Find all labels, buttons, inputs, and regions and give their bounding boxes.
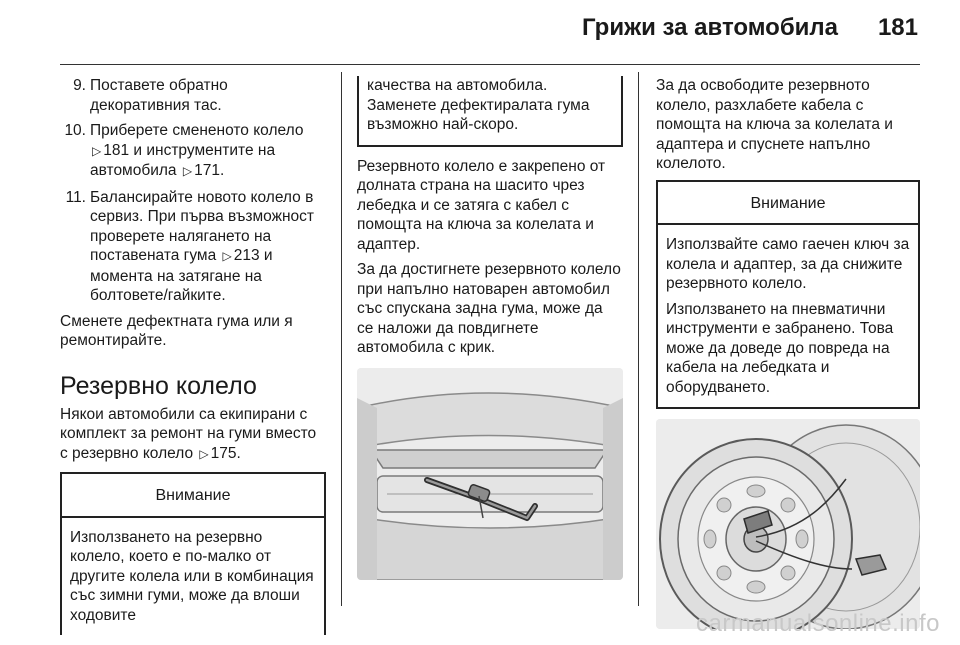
paragraph-spare-mounting: Резервното колело е закрепено от долната страна на шасито чрез лебедка и се затяга с кабел с помощта на ключа за колелата и адаптер. xyxy=(357,157,606,253)
warning-text-2: Използването на пневматични инструменти е забранено. Това може да доведе до повреда на кабела на лебедката и оборудването. xyxy=(666,300,894,396)
step-text xyxy=(90,121,326,182)
intro-text: Някои автомобили са екипирани с комплект за ремонт на гуми вместо с резервно колело xyxy=(60,405,317,462)
step-text-part: 181 и инструментите на автомобила xyxy=(90,141,276,179)
reference-arrow-icon[interactable]: ▷ xyxy=(199,446,209,461)
paragraph-intro xyxy=(60,405,326,465)
warning-heading: Внимание xyxy=(658,182,918,226)
warning-box xyxy=(60,472,326,635)
intro-reference: 175. xyxy=(210,444,241,462)
figure-wrench-under-vehicle xyxy=(357,368,623,580)
step-text-part: Балансирайте новото колело в сервиз. При първа възможност проверете налягането на поставената гума xyxy=(90,188,315,264)
step-text-part: 213 и момента на затягане на болтовете/гайките. xyxy=(90,247,273,304)
page-number: 181 xyxy=(877,14,918,41)
step-9 xyxy=(60,76,326,115)
warning-box xyxy=(656,180,920,410)
warning-text: Използването на резервно колело, което е по-малко от другите колела или в комбинация със зимни гуми, може да влоши ходовите xyxy=(70,528,314,624)
step-text: Поставете обратно декоративния тас. xyxy=(90,77,228,114)
column-divider-1 xyxy=(341,72,342,606)
reference-arrow-icon[interactable]: ▷ xyxy=(222,249,232,263)
step-number: 10. xyxy=(64,122,86,139)
step-text-part: Приберете смененото колело xyxy=(90,122,304,139)
paragraph-jack-vehicle: За да достигнете резервното колело при напълно натоварен автомобил със спускана задна гума, може да се наложи да повдигнете автомобила с крик. xyxy=(357,261,621,356)
column-1 xyxy=(60,76,326,645)
step-number: 11. xyxy=(65,188,86,206)
header-rule xyxy=(60,64,920,65)
warning-body xyxy=(62,518,324,636)
warning-body xyxy=(359,76,621,145)
warning-body xyxy=(658,225,918,407)
paragraph-release-spare: За да освободите резервното колело, разхлабете кабела с помощта на ключа за колелата и адаптера и спуснете напълно колелото. xyxy=(656,77,893,172)
step-text xyxy=(90,188,326,306)
step-11 xyxy=(60,188,326,306)
step-text-part: 171. xyxy=(194,162,225,179)
warning-text: качества на автомобила. Заменете дефектиралата гума възможно най-скоро. xyxy=(367,77,590,133)
figure-spare-wheel-illustration xyxy=(656,419,920,629)
watermark: carmanualsonline.info xyxy=(696,610,940,637)
warning-heading: Внимание xyxy=(62,474,324,518)
figure-spare-wheel xyxy=(656,419,920,629)
step-10 xyxy=(60,121,326,182)
warning-text-1: Използвайте само гаечен ключ за колела и адаптер, за да снижите резервното колело. xyxy=(666,236,910,292)
figure-wrench-illustration xyxy=(357,368,623,580)
column-2 xyxy=(357,76,623,580)
paragraph-replace-tyre: Сменете дефектната гума или я ремонтирайте. xyxy=(60,312,293,349)
warning-box-continued xyxy=(357,76,623,147)
reference-arrow-icon[interactable]: ▷ xyxy=(92,143,102,158)
header-title: Грижи за автомобила xyxy=(581,14,838,41)
column-divider-2 xyxy=(638,72,639,606)
column-3 xyxy=(656,76,920,629)
section-heading-spare-wheel: Резервно колело xyxy=(60,371,257,400)
reference-arrow-icon[interactable]: ▷ xyxy=(182,164,193,178)
step-number: 9. xyxy=(73,77,86,94)
